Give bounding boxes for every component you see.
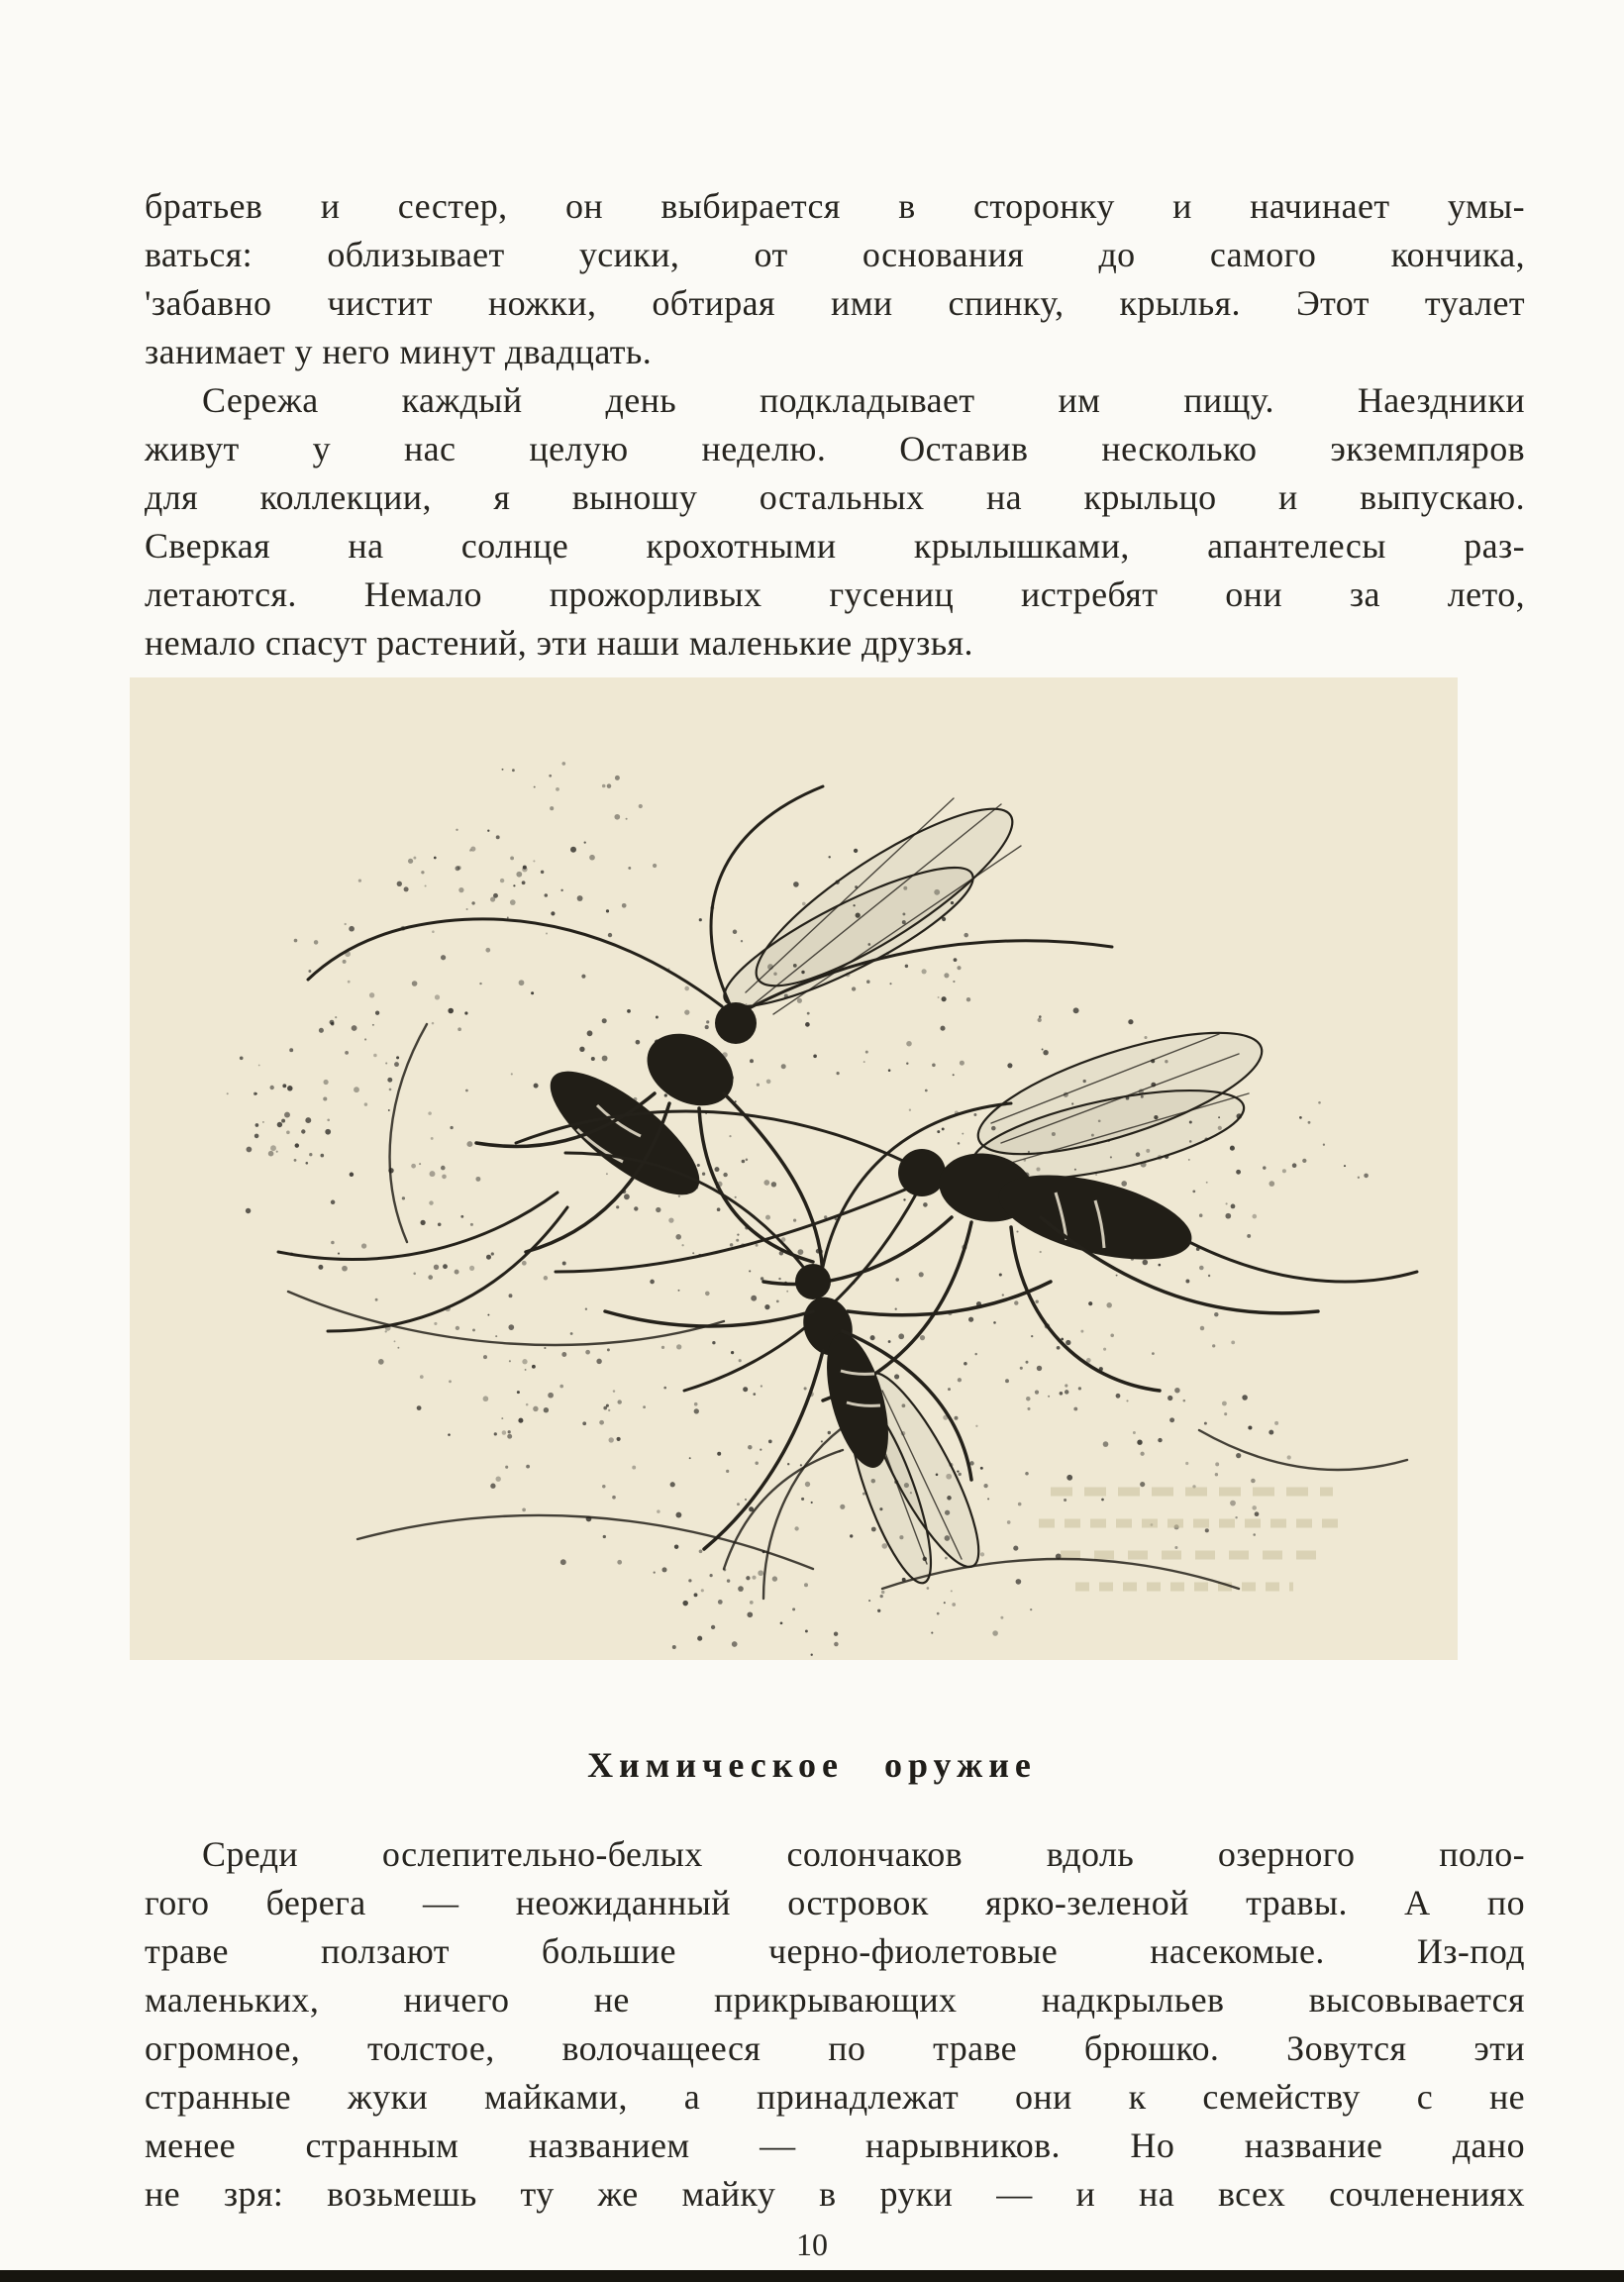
scan-edge	[0, 2270, 1624, 2282]
text-line: не зря: возьмешь ту же майку в руки — и на всех сочленениях	[145, 2174, 1525, 2214]
text-line: странные жуки майками, а принадлежат они к семейству с не	[145, 2077, 1525, 2117]
text-line: для коллекции, я выношу остальных на крыльцо и выпускаю.	[145, 477, 1525, 517]
paragraph-1	[145, 182, 1525, 376]
ghost-print-smudge	[1039, 1492, 1348, 1587]
text-line: братьев и сестер, он выбирается в сторонку и начинает умы-	[145, 186, 1525, 226]
wasp-top-left	[278, 782, 1112, 1331]
body-text-top	[145, 182, 1525, 668]
text-line: огромное, толстое, волочащееся по траве брюшко. Зовутся эти	[145, 2028, 1525, 2068]
text-line: траве ползают большие черно-фиолетовые насекомые. Из-под	[145, 1931, 1525, 1971]
text-line: занимает у него минут двадцать.	[145, 332, 653, 371]
text-line: гого берега — неожиданный островок ярко-зеленой травы. А по	[145, 1883, 1525, 1922]
paragraph-2	[145, 376, 1525, 668]
text-line: Сережа каждый день подкладывает им пищу. Наездники	[202, 380, 1525, 420]
text-line: живут у нас целую неделю. Оставив несколько экземпляров	[145, 429, 1525, 468]
wasps-illustration	[130, 677, 1458, 1660]
text-line: 'забавно чистит ножки, обтирая ими спинку, крылья. Этот туалет	[145, 283, 1525, 323]
text-line: маленьких, ничего не прикрывающих надкрыльев высовывается	[145, 1980, 1525, 2020]
text-line: летаются. Немало прожорливых гусениц истребят они за лето,	[145, 574, 1525, 614]
body-text-bottom	[145, 1830, 1525, 2219]
paragraph-3	[145, 1830, 1525, 2219]
section-heading: Химическое оружие	[587, 1745, 1037, 1785]
text-line: ваться: облизывает усики, от основания до самого кончика,	[145, 235, 1525, 274]
page-number: 10	[796, 2227, 828, 2262]
text-line: немало спасут растений, эти наши маленькие друзья.	[145, 623, 973, 663]
text-line: Сверкая на солнце крохотными крылышками, апантелесы раз-	[145, 526, 1525, 566]
text-line: менее странным названием — нарывников. Но название дано	[145, 2126, 1525, 2165]
wasps-drawing	[130, 677, 1458, 1660]
text-line: Среди ослепительно-белых солончаков вдоль озерного поло-	[202, 1834, 1525, 1874]
